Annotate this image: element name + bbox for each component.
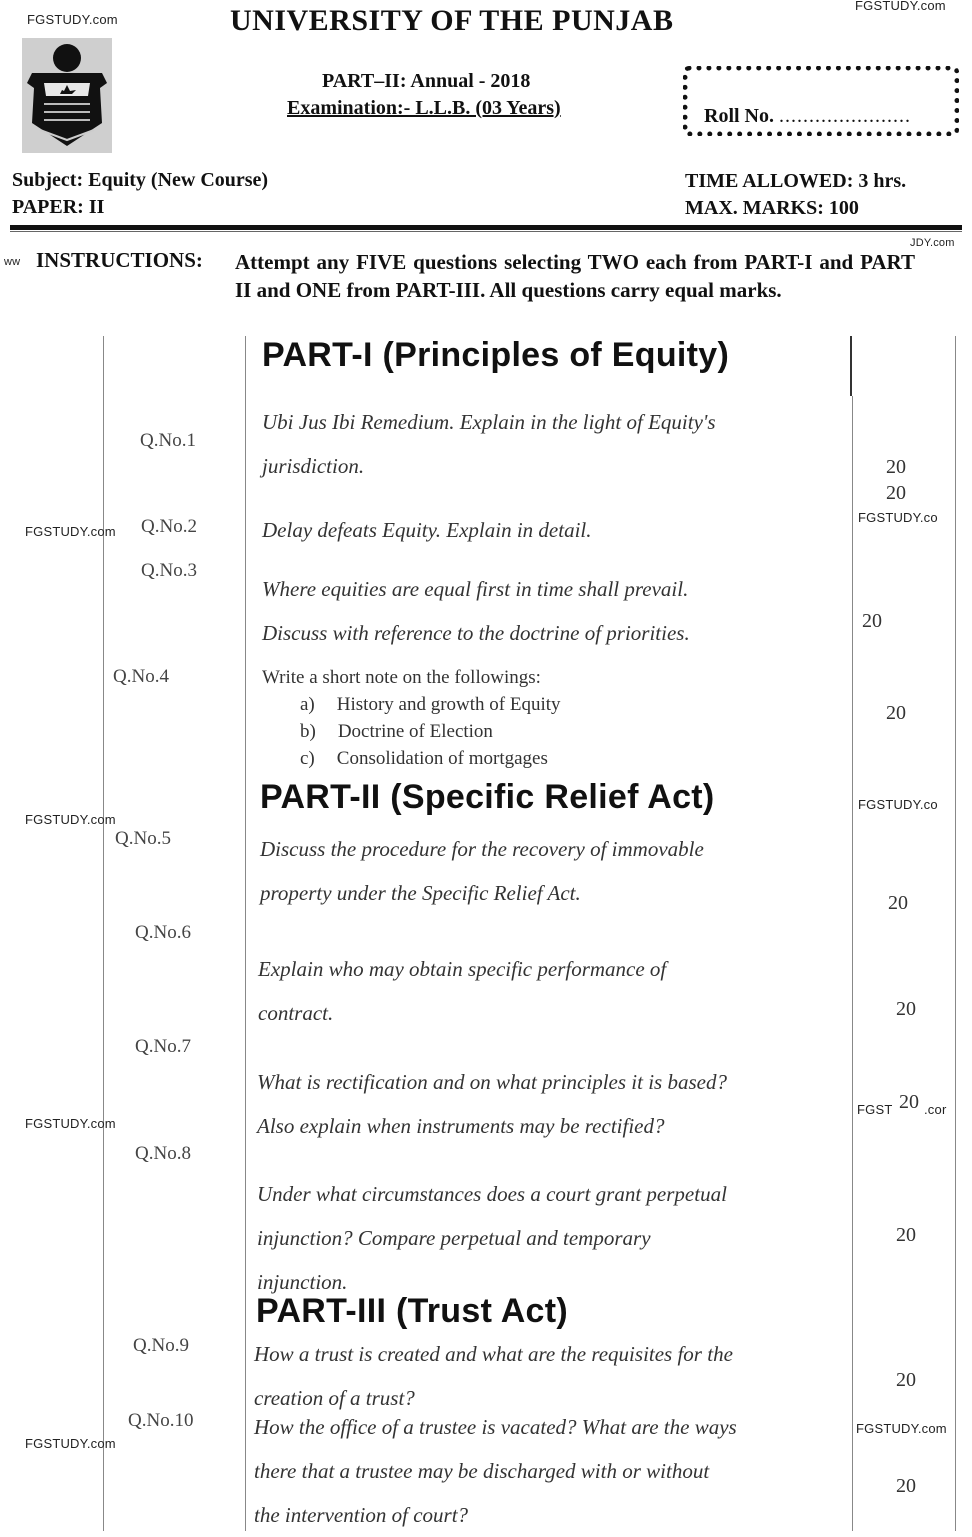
header-divider: [10, 225, 962, 230]
question-line: property under the Specific Relief Act.: [260, 881, 581, 905]
question-marks: 20: [896, 1224, 916, 1246]
sub-item-label: b): [300, 721, 316, 742]
watermark: FGSTUDY.com: [855, 0, 946, 13]
table-border-qno: [245, 336, 246, 1531]
watermark: JDY.com: [910, 237, 955, 249]
question-number: Q.No.7: [135, 1036, 191, 1057]
question-text: [257, 1172, 727, 1304]
question-line: Ubi Jus Ibi Remedium. Explain in the light of Equity's: [262, 410, 716, 434]
table-border-right: [955, 336, 956, 1531]
watermark: .cor: [924, 1102, 947, 1117]
paper-label: PAPER: II: [12, 196, 105, 218]
watermark: ww: [4, 256, 21, 268]
sub-item-text: Doctrine of Election: [337, 721, 493, 742]
question-number: Q.No.5: [115, 828, 171, 849]
question-line: injunction.: [257, 1270, 348, 1294]
watermark: FGSTUDY.co: [858, 797, 938, 812]
question-line: Delay defeats Equity. Explain in detail.: [262, 518, 592, 542]
question-line: How the office of a trustee is vacated? What are the ways: [254, 1415, 737, 1439]
question-number: Q.No.2: [141, 516, 197, 537]
question-line: injunction? Compare perpetual and temporary: [257, 1226, 651, 1250]
question-marks: 20: [886, 702, 906, 724]
sub-item-label: a): [300, 694, 315, 715]
watermark: FGSTUDY.com: [27, 12, 118, 27]
question-line: the intervention of court?: [254, 1503, 469, 1527]
question-number: Q.No.3: [141, 560, 197, 581]
exam-part-annual: PART–II: Annual - 2018: [322, 70, 531, 92]
question-line: Explain who may obtain specific performance of: [258, 957, 667, 981]
sub-item: [262, 745, 561, 772]
question-text: [262, 664, 561, 772]
table-border-marks: [850, 336, 852, 396]
question-line: Discuss the procedure for the recovery of immovable: [260, 837, 704, 861]
table-border-marks: [852, 396, 853, 1531]
watermark: FGSTUDY.com: [25, 1116, 116, 1131]
roll-number-field[interactable]: [704, 105, 911, 128]
part-heading: PART-I (Principles of Equity): [262, 336, 730, 374]
sub-item-text: History and growth of Equity: [336, 694, 561, 715]
question-intro: Write a short note on the followings:: [262, 667, 541, 688]
question-marks: 20: [886, 482, 906, 504]
question-text: [257, 1060, 727, 1148]
question-line: Where equities are equal first in time shall prevail.: [262, 577, 689, 601]
question-line: creation of a trust?: [254, 1386, 415, 1410]
question-number: Q.No.4: [113, 666, 169, 687]
question-text: [260, 827, 704, 915]
roll-number-label: Roll No.: [704, 105, 774, 127]
examination-title: Examination:- L.L.B. (03 Years): [287, 97, 561, 119]
watermark: FGSTUDY.com: [25, 812, 116, 827]
watermark: FGSTUDY.com: [856, 1421, 947, 1436]
watermark: FGSTUDY.co: [858, 510, 938, 525]
watermark: FGST: [857, 1102, 893, 1117]
max-marks: MAX. MARKS: 100: [685, 197, 859, 219]
question-marks: 20: [888, 892, 908, 914]
question-marks: 20: [896, 1475, 916, 1497]
question-line: Also explain when instruments may be rectified?: [257, 1114, 665, 1138]
question-text: [262, 508, 592, 552]
header-divider-thin: [10, 231, 962, 232]
question-marks: 20: [886, 456, 906, 478]
instructions-text: Attempt any FIVE questions selecting TWO each from PART-I and PART II and ONE from PART-III. All questions carry equal marks.: [235, 250, 915, 302]
sub-item: [262, 691, 561, 718]
subject-label: Subject: Equity (New Course): [12, 169, 269, 191]
question-line: How a trust is created and what are the requisites for the: [254, 1342, 733, 1366]
question-marks: 20: [896, 998, 916, 1020]
watermark: FGSTUDY.com: [25, 524, 116, 539]
time-marks-block: [685, 168, 906, 222]
question-number: Q.No.8: [135, 1143, 191, 1164]
watermark: FGSTUDY.com: [25, 1436, 116, 1451]
question-line: Under what circumstances does a court grant perpetual: [257, 1182, 727, 1206]
question-marks: 20: [862, 610, 882, 632]
question-text: [258, 947, 666, 1035]
question-text: [262, 400, 716, 488]
question-number: Q.No.9: [133, 1335, 189, 1356]
question-line: contract.: [258, 1001, 334, 1025]
question-marks: 20: [899, 1091, 919, 1113]
part-heading: PART-II (Specific Relief Act): [260, 778, 715, 816]
subject-block: [12, 167, 268, 221]
question-marks: 20: [896, 1369, 916, 1391]
question-text: [262, 567, 690, 655]
part-heading: PART-III (Trust Act): [256, 1292, 568, 1330]
sub-item-text: Consolidation of mortgages: [336, 748, 548, 769]
question-number: Q.No.1: [140, 430, 196, 451]
question-number: Q.No.10: [128, 1410, 194, 1431]
question-number: Q.No.6: [135, 922, 191, 943]
roll-number-box[interactable]: [683, 66, 959, 136]
sub-item: [262, 718, 561, 745]
question-line: What is rectification and on what principles it is based?: [257, 1070, 727, 1094]
table-border-left: [103, 336, 104, 1531]
instructions-label: INSTRUCTIONS:: [36, 248, 203, 272]
question-text: [254, 1405, 737, 1537]
question-line: there that a trustee may be discharged with or without: [254, 1459, 710, 1483]
time-allowed: TIME ALLOWED: 3 hrs.: [685, 170, 907, 192]
university-crest-logo: [22, 38, 112, 153]
sub-item-label: c): [300, 748, 315, 769]
question-line: Discuss with reference to the doctrine of priorities.: [262, 621, 690, 645]
roll-number-blank: ......................: [779, 105, 911, 127]
question-line: jurisdiction.: [262, 454, 365, 478]
university-title: UNIVERSITY OF THE PUNJAB: [230, 4, 674, 37]
